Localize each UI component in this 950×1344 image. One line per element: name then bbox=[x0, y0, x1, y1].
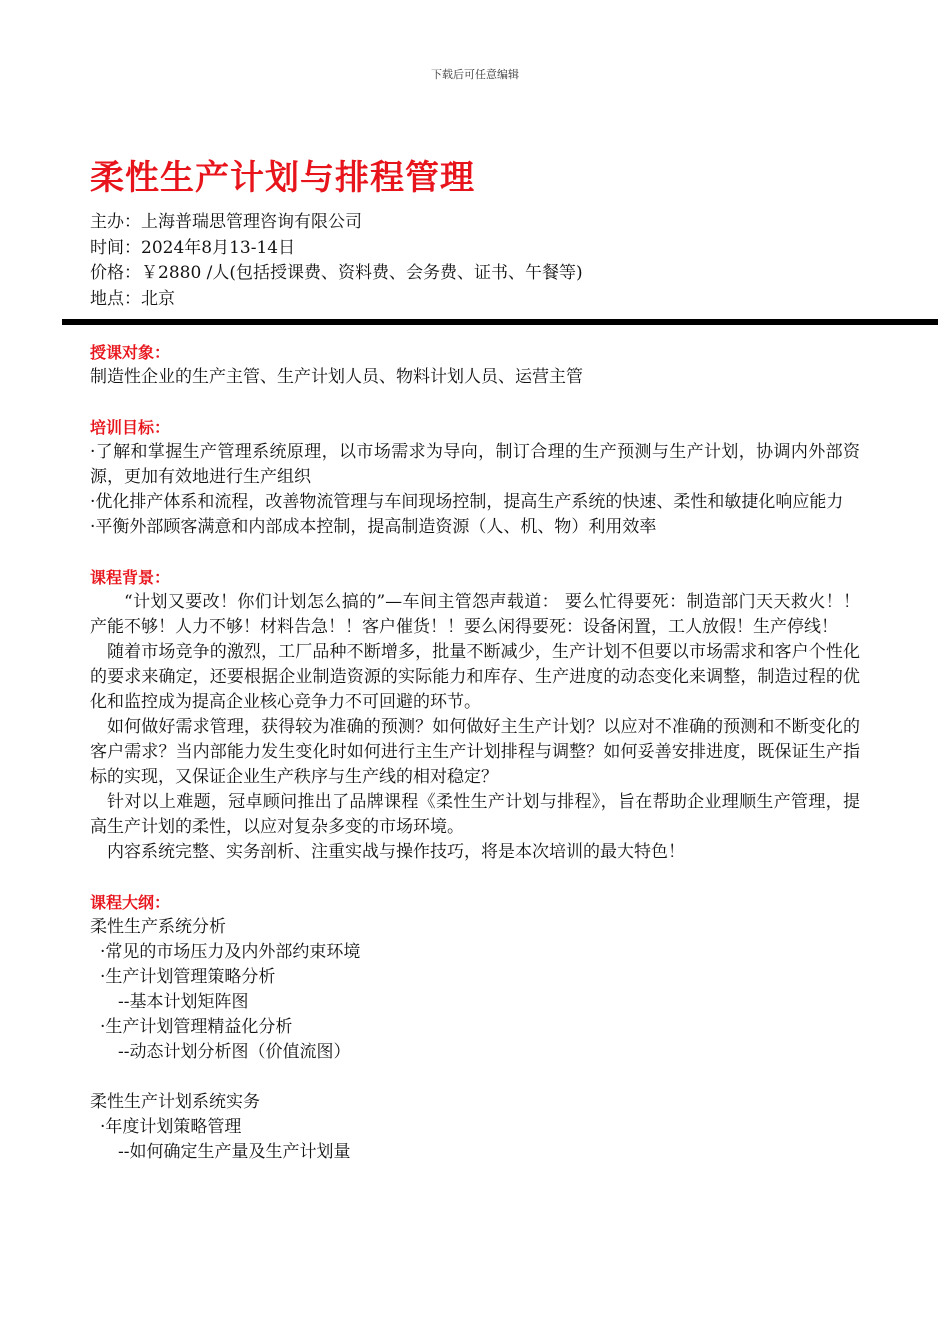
document-body bbox=[90, 340, 860, 1190]
section-divider bbox=[62, 319, 938, 325]
background-paragraph: 内容系统完整、实务剖析、注重实战与操作技巧，将是本次培训的最大特色！ bbox=[107, 842, 685, 862]
header-note: 下载后可任意编辑 bbox=[431, 68, 519, 81]
outline-subitem: --动态计划分析图（价值流图） bbox=[118, 1042, 351, 1062]
audience-text: 制造性企业的生产主管、生产计划人员、物料计划人员、运营主管 bbox=[90, 367, 583, 387]
outline-group-title: 柔性生产系统分析 bbox=[90, 917, 226, 937]
outline-section bbox=[90, 890, 860, 1165]
price-line: 价格：￥2880 /人(包括授课费、资料费、会务费、证书、午餐等) bbox=[90, 263, 583, 283]
goal-item: ·了解和掌握生产管理系统原理，以市场需求为导向，制订合理的生产预测与生产计划，协调内外部资源，更加有效地进行生产组织 bbox=[90, 442, 860, 487]
outline-item: ·生产计划管理精益化分析 bbox=[100, 1017, 293, 1037]
course-info bbox=[90, 210, 583, 312]
goals-section bbox=[90, 415, 860, 540]
goal-item: ·平衡外部顾客满意和内部成本控制，提高制造资源（人、机、物）利用效率 bbox=[90, 517, 657, 537]
location-line: 地点：北京 bbox=[90, 288, 175, 309]
organizer-line: 主办：上海普瑞思管理咨询有限公司 bbox=[90, 212, 362, 232]
outline-subitem: --如何确定生产量及生产计划量 bbox=[118, 1142, 351, 1162]
background-paragraph: “计划又要改！你们计划怎么搞的”—车间主管怨声载道： 要么忙得要死：制造部门天天救火！！产能不够！人力不够！材料告急！！客户催货！！要么闲得要死：设备闲置，工人放假！生产停线！ bbox=[90, 592, 860, 637]
background-paragraph: 如何做好需求管理，获得较为准确的预测？如何做好主生产计划？以应对不准确的预测和不断变化的客户需求？当内部能力发生变化时如何进行主生产计划排程与调整？如何妥善安排进度，既保证生产指标的实现，又保证企业生产秩序与生产线的相对稳定？ bbox=[90, 717, 860, 787]
outline-spacer bbox=[90, 1065, 860, 1090]
outline-item: ·常见的市场压力及内外部约束环境 bbox=[100, 942, 361, 962]
outline-group-title: 柔性生产计划系统实务 bbox=[90, 1092, 260, 1112]
outline-subitem: --基本计划矩阵图 bbox=[118, 992, 249, 1012]
date-line: 时间：2024年8月13-14日 bbox=[90, 237, 296, 258]
background-paragraph: 随着市场竞争的激烈，工厂品种不断增多，批量不断减少，生产计划不但要以市场需求和客户个性化的要求来确定，还要根据企业制造资源的实际能力和库存、生产进度的动态变化来调整，制造过程的优化和监控成为提高企业核心竞争力不可回避的环节。 bbox=[90, 642, 860, 712]
audience-heading: 授课对象： bbox=[90, 343, 171, 362]
background-section bbox=[90, 565, 860, 865]
outline-heading: 课程大纲： bbox=[90, 893, 171, 912]
background-heading: 课程背景： bbox=[90, 568, 171, 587]
document-title: 柔性生产计划与排程管理 bbox=[90, 158, 475, 198]
background-paragraph: 针对以上难题，冠卓顾问推出了品牌课程《柔性生产计划与排程》，旨在帮助企业理顺生产管理，提高生产计划的柔性，以应对复杂多变的市场环境。 bbox=[90, 792, 860, 837]
goals-heading: 培训目标： bbox=[90, 418, 171, 437]
audience-section bbox=[90, 340, 860, 390]
outline-item: ·年度计划策略管理 bbox=[100, 1117, 242, 1137]
outline-item: ·生产计划管理策略分析 bbox=[100, 967, 276, 987]
goal-item: ·优化排产体系和流程，改善物流管理与车间现场控制，提高生产系统的快速、柔性和敏捷化响应能力 bbox=[90, 492, 844, 512]
